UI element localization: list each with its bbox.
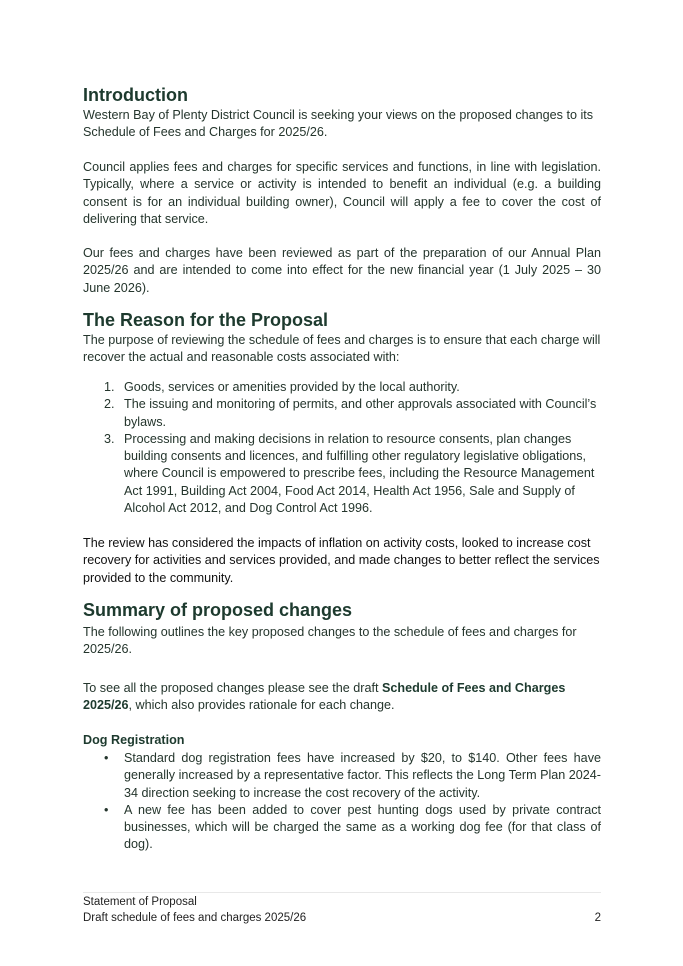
footer-title: Statement of Proposal: [83, 896, 197, 908]
schedule-reference: Schedule of Fees and Charges 2025/26: [83, 681, 566, 713]
list-item: 2. The issuing and monitoring of permits, and other approvals associated with Council’s bylaws.: [104, 397, 597, 429]
intro-paragraph-3: Our fees and charges have been reviewed as part of the preparation of our Annual Plan 2025/26 and are intended to come into effect for the new financial year (1 July 2025 – 30 June 2026).: [83, 246, 601, 295]
footer: [83, 894, 601, 926]
heading-reason: The Reason for the Proposal: [83, 310, 329, 330]
bullet-icon: •: [104, 751, 109, 765]
reason-paragraph-1: The purpose of reviewing the schedule of fees and charges is to ensure that each charge will recover the actual and reasonable costs associated with:: [83, 333, 601, 365]
page-number: 2: [594, 912, 601, 924]
reason-paragraph-2: The review has considered the impacts of inflation on activity costs, looked to increase cost recovery for activities and services provided, and made changes to better reflect the services provided to the community.: [83, 536, 600, 585]
heading-summary: Summary of proposed changes: [83, 600, 353, 620]
list-item: • A new fee has been added to cover pest hunting dogs used by private contract businesses, which will be charged the same as a working dog fee (for that class of dog).: [104, 802, 601, 852]
footer-divider: [83, 892, 601, 893]
intro-paragraph-2: Council applies fees and charges for specific services and functions, in line with legislation. Typically, where a service or activity is intended to benefit an individual (e.g. a building consent is for an individual building owner), Council will apply a fee to cover the cost of delivering that service.: [83, 160, 601, 226]
summary-paragraph-1: The following outlines the key proposed changes to the schedule of fees and charges for 2025/26.: [83, 625, 577, 657]
list-item: • Standard dog registration fees have increased by $20, to $140. Other fees have generally increased by a representative factor. This reflects the Long Term Plan 2024-34 direction seeking to increase the cost recovery of the activity.: [104, 751, 601, 800]
summary-paragraph-2: To see all the proposed changes please see the draft Schedule of Fees and Charges 2025/26, which also provides rationale for each change.: [83, 681, 566, 713]
dog-bullets: [83, 750, 601, 854]
bullet-icon: •: [104, 802, 109, 817]
list-item: 3. Processing and making decisions in relation to resource consents, plan changes building consents and licences, and fulfilling other regulatory legislative obligations, where Council is empowered to prescribe fees, including the Resource Management Act 1991, Building Act 2004, Food Act 2014, Health Act 1956, Sale and Supply of Alcohol Act 2012, and Dog Control Act 1996.: [104, 431, 595, 516]
intro-paragraph-1: Western Bay of Plenty District Council is seeking your views on the proposed changes to its Schedule of Fees and Charges for 2025/26.: [83, 108, 594, 140]
heading-dog-registration: Dog Registration: [83, 733, 185, 747]
list-item: 1. Goods, services or amenities provided by the local authority.: [104, 380, 460, 394]
heading-introduction: Introduction: [83, 85, 188, 105]
reason-list: [83, 379, 601, 517]
footer-subtitle: Draft schedule of fees and charges 2025/26: [83, 912, 307, 924]
